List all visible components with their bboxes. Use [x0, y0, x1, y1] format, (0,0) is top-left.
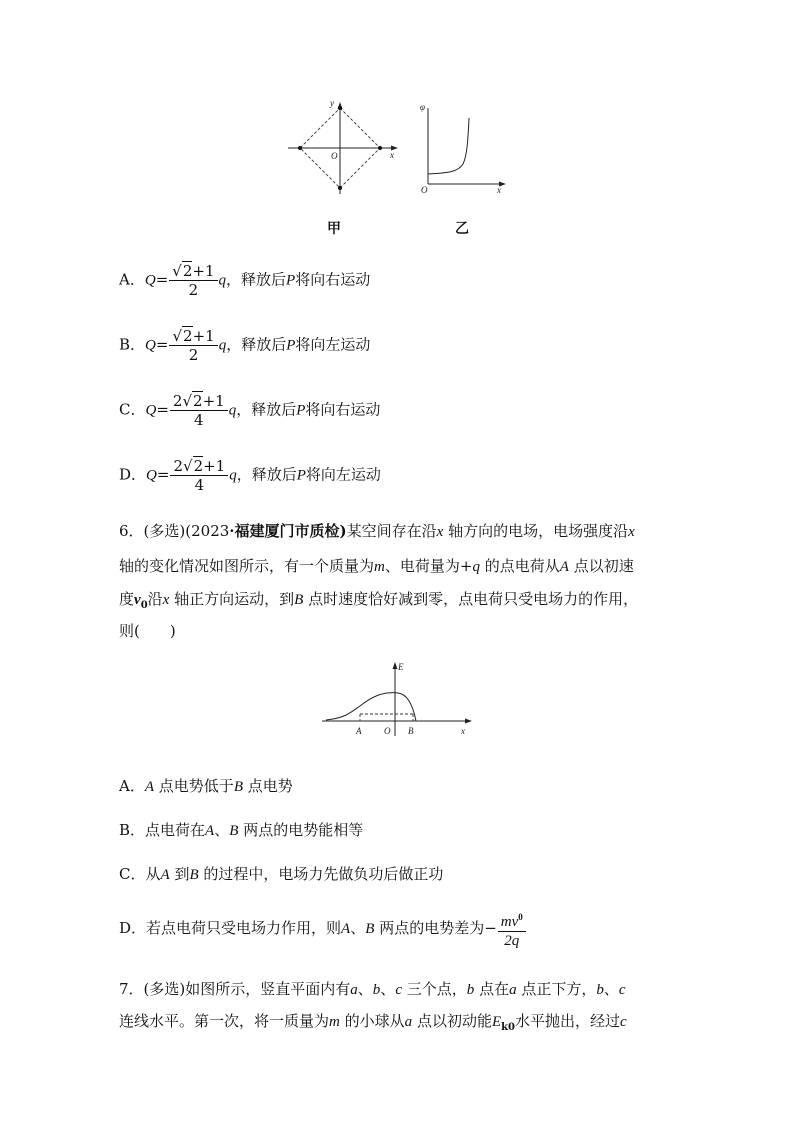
x-label: x — [461, 726, 465, 736]
q5-option-b: B．Q= $\frac{√2+1}{2}$ q，释放后P将向左运动 — [119, 327, 371, 364]
q6-option-a: A．A 点电势低于B 点电势 — [119, 777, 293, 795]
o-label: O — [384, 726, 391, 736]
x-label: x — [497, 185, 501, 195]
figure-jia — [286, 96, 401, 196]
caption-jia: 甲 — [327, 221, 341, 237]
charge-bottom — [338, 186, 342, 190]
q6-line-4: 则( ) — [119, 622, 176, 640]
figure-q6-e-x — [320, 658, 475, 740]
origin-label: O — [331, 151, 338, 161]
q7-line-1: 7．(多选)如图所示，竖直平面内有a、b、c 三个点，b 点在a 点正下方，b、c — [119, 980, 626, 998]
fraction: $\frac{2√2+1}{4}$ — [170, 392, 228, 429]
fraction: $\frac{√2+1}{2}$ — [169, 262, 217, 299]
q6-line-2: 轴的变化情况如图所示，有一个质量为m、电荷量为+q 的点电荷从A 点以初速 — [119, 557, 634, 575]
q6-line-3: 度$v_0$沿x 轴正方向运动，到B 点时速度恰好减到零，点电荷只受电场力的作用， — [119, 590, 639, 611]
y-label: y — [330, 98, 334, 108]
origin-label: O — [421, 185, 428, 195]
e-label: E — [398, 662, 404, 672]
q5-option-c: C．Q= $\frac{2√2+1}{4}$ q，释放后P将向右运动 — [119, 392, 381, 429]
fraction: $\frac{mv^0}{2q}$ — [498, 908, 526, 950]
q6-option-b: B．点电荷在A、B 两点的电势能相等 — [119, 821, 364, 839]
q5-option-d: D．Q= $\frac{2√2+1}{4}$ q，释放后P将向左运动 — [119, 457, 381, 494]
caption-yi: 乙 — [455, 221, 469, 237]
field-curve — [326, 693, 416, 721]
figure-yi — [418, 100, 508, 195]
charge-top — [338, 106, 342, 110]
x-axis-arrow — [465, 719, 472, 724]
phi-curve — [428, 118, 469, 174]
q5-option-a: A．Q= $\frac{√2+1}{2}$ q，释放后P将向右运动 — [119, 262, 371, 299]
q6-line-1: 6．(多选)(2023·福建厦门市质检)某空间存在沿x 轴方向的电场，电场强度沿x — [119, 522, 635, 540]
charge-left — [298, 146, 302, 150]
charge-right — [378, 146, 382, 150]
q7-line-2: 连线水平。第一次，将一质量为m 的小球从a 点以初动能$E_{k0}$水平抛出，经过c — [119, 1012, 627, 1033]
fraction: $\frac{2√2+1}{4}$ — [170, 457, 228, 494]
q6-option-c: C．从A 到B 的过程中，电场力先做负功后做正功 — [119, 865, 444, 883]
e-axis-arrow — [393, 662, 398, 669]
b-label: B — [408, 726, 414, 736]
q6-option-d: D．若点电荷只受电场力作用，则A、B 两点的电势差为− $\frac{mv^0}{2q}$ — [119, 908, 527, 950]
a-label: A — [356, 726, 362, 736]
fraction: $\frac{√2+1}{2}$ — [169, 327, 217, 364]
phi-label: φ — [420, 102, 425, 112]
x-label: x — [390, 150, 394, 160]
